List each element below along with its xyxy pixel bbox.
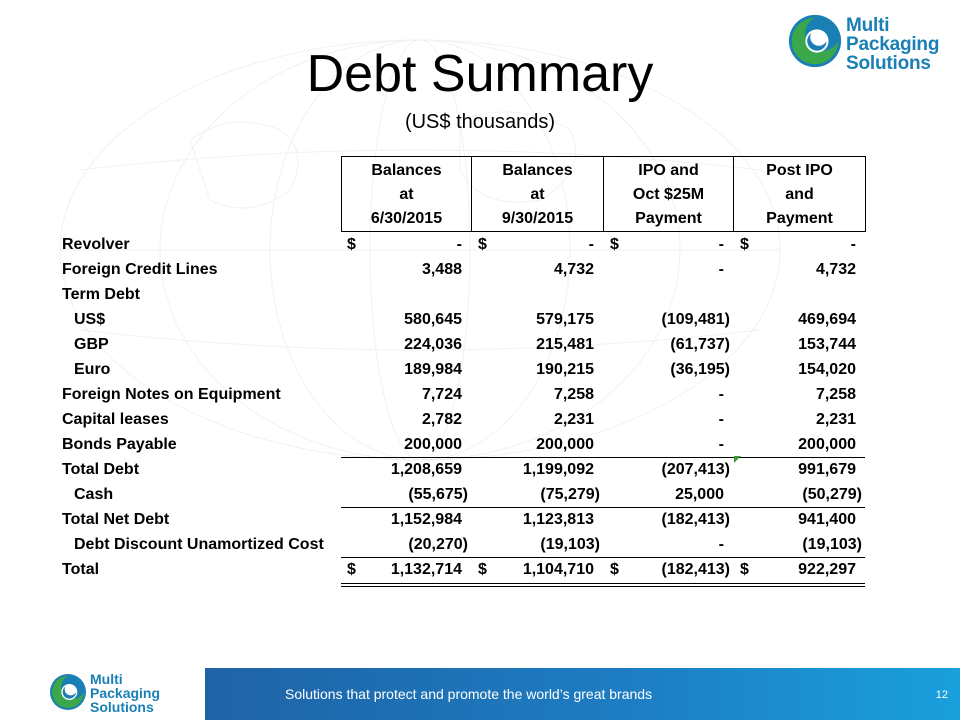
cell-value: 224,036 [404, 336, 462, 353]
cell-value: 1,123,813 [522, 511, 594, 528]
cell-value: 4,732 [815, 261, 856, 278]
page-title: Debt Summary [306, 45, 654, 103]
cell-value: - [718, 261, 724, 278]
value-cell [341, 557, 472, 582]
subtotal-rule [341, 557, 865, 558]
page-subtitle: (US$ thousands) [404, 111, 556, 133]
row-label: GBP [74, 336, 109, 353]
row-label: Total [62, 561, 100, 578]
cell-value: - [718, 536, 724, 553]
logo-wordmark: Multi Packaging Solutions [846, 15, 940, 74]
cell-value: 922,297 [798, 561, 856, 578]
table-row [56, 407, 876, 432]
subtotal-rule [341, 457, 865, 458]
value-cell [341, 507, 472, 532]
value-cell [472, 407, 604, 432]
footer-bar [205, 668, 960, 720]
value-cell [472, 282, 604, 307]
row-label: Capital leases [62, 411, 169, 428]
row-label: US$ [74, 311, 106, 328]
footer-tagline: Solutions that protect and promote the world’s great brands [285, 686, 653, 702]
cell-value: 154,020 [798, 361, 856, 378]
value-cell [604, 282, 734, 307]
value-cell [341, 357, 472, 382]
cell-value: 991,679 [798, 461, 856, 478]
currency-symbol: $ [610, 236, 619, 253]
cell-value: 1,199,092 [522, 461, 594, 478]
cell-value: 469,694 [798, 311, 856, 328]
cell-value: 153,744 [798, 336, 856, 353]
cell-value: 1,104,710 [522, 561, 594, 578]
cell-value: (19,103) [802, 536, 862, 553]
table-row [56, 457, 876, 482]
subtotal-rule [341, 507, 865, 508]
cell-value: 7,258 [553, 386, 594, 403]
cell-comment-marker [734, 456, 741, 463]
cell-value: - [588, 236, 594, 253]
cell-value: (61,737) [670, 336, 730, 353]
value-cell [472, 432, 604, 457]
value-cell [604, 457, 734, 482]
value-cell [734, 482, 866, 507]
table-row [56, 557, 876, 582]
value-cell [341, 482, 472, 507]
value-cell [604, 407, 734, 432]
value-cell [341, 257, 472, 282]
value-cell [341, 532, 472, 557]
cell-value: - [718, 386, 724, 403]
value-cell [734, 457, 866, 482]
row-label: Total Net Debt [62, 511, 170, 528]
cell-value: 190,215 [536, 361, 594, 378]
row-label: Term Debt [62, 286, 140, 303]
value-cell [472, 307, 604, 332]
row-label: Total Debt [62, 461, 140, 478]
value-cell [734, 532, 866, 557]
value-cell [341, 307, 472, 332]
cell-value: (36,195) [670, 361, 730, 378]
row-label: Revolver [62, 236, 130, 253]
cell-value: (207,413) [661, 461, 730, 478]
value-cell [341, 332, 472, 357]
cell-value: - [718, 411, 724, 428]
currency-symbol: $ [347, 561, 356, 578]
value-cell [604, 232, 734, 257]
total-double-rule [341, 583, 865, 587]
cell-value: 7,258 [815, 386, 856, 403]
currency-symbol: $ [740, 561, 749, 578]
value-cell [604, 507, 734, 532]
value-cell [341, 432, 472, 457]
table-row [56, 257, 876, 282]
value-cell [734, 382, 866, 407]
cell-value: 25,000 [675, 486, 724, 503]
value-cell [604, 332, 734, 357]
value-cell [604, 557, 734, 582]
cell-value: 2,782 [421, 411, 462, 428]
column-header: Balances at 6/30/2015 [341, 156, 472, 232]
cell-value: 7,724 [421, 386, 462, 403]
row-label: Debt Discount Unamortized Cost [74, 536, 324, 553]
currency-symbol: $ [478, 236, 487, 253]
currency-symbol: $ [610, 561, 619, 578]
value-cell [604, 382, 734, 407]
value-cell [472, 482, 604, 507]
value-cell [604, 432, 734, 457]
table-row [56, 232, 876, 257]
value-cell [341, 407, 472, 432]
value-cell [734, 407, 866, 432]
value-cell [734, 232, 866, 257]
value-cell [734, 432, 866, 457]
table-row [56, 282, 876, 307]
row-label: Cash [74, 486, 114, 503]
column-header: Post IPO and Payment [734, 156, 866, 232]
value-cell [341, 457, 472, 482]
cell-value: 2,231 [553, 411, 594, 428]
table-row [56, 482, 876, 507]
value-cell [734, 282, 866, 307]
value-cell [472, 532, 604, 557]
table-row [56, 332, 876, 357]
value-cell [472, 232, 604, 257]
row-label: Euro [74, 361, 111, 378]
cell-value: 1,152,984 [390, 511, 462, 528]
cell-value: - [718, 236, 724, 253]
cell-value: 200,000 [404, 436, 462, 453]
value-cell [734, 307, 866, 332]
value-cell [734, 557, 866, 582]
cell-value: (182,413) [661, 561, 730, 578]
cell-value: - [850, 236, 856, 253]
value-cell [604, 482, 734, 507]
value-cell [604, 357, 734, 382]
value-cell [472, 332, 604, 357]
table-row [56, 432, 876, 457]
cell-value: 4,732 [553, 261, 594, 278]
value-cell [472, 382, 604, 407]
value-cell [472, 507, 604, 532]
row-label: Bonds Payable [62, 436, 177, 453]
column-header: Balances at 9/30/2015 [472, 156, 604, 232]
value-cell [341, 282, 472, 307]
value-cell [604, 257, 734, 282]
page-number: 12 [935, 689, 948, 701]
table-row [56, 507, 876, 532]
logo-swirl-icon [48, 672, 88, 712]
cell-value: (19,103) [540, 536, 600, 553]
cell-value: (55,675) [408, 486, 468, 503]
footer-logo [48, 668, 198, 720]
cell-value: (109,481) [661, 311, 730, 328]
currency-symbol: $ [347, 236, 356, 253]
cell-value: 189,984 [404, 361, 462, 378]
value-cell [472, 357, 604, 382]
value-cell [734, 507, 866, 532]
row-label: Foreign Credit Lines [62, 261, 218, 278]
currency-symbol: $ [478, 561, 487, 578]
cell-value: (182,413) [661, 511, 730, 528]
cell-value: 580,645 [404, 311, 462, 328]
value-cell [341, 232, 472, 257]
value-cell [734, 332, 866, 357]
cell-value: 200,000 [536, 436, 594, 453]
cell-value: (50,279) [802, 486, 862, 503]
cell-value: (20,270) [408, 536, 468, 553]
column-header: IPO and Oct $25M Payment [604, 156, 734, 232]
value-cell [734, 357, 866, 382]
value-cell [734, 257, 866, 282]
cell-value: - [456, 236, 462, 253]
row-label: Foreign Notes on Equipment [62, 386, 281, 403]
value-cell [604, 307, 734, 332]
table-row [56, 532, 876, 557]
cell-value: - [718, 436, 724, 453]
table-row [56, 382, 876, 407]
cell-value: 2,231 [815, 411, 856, 428]
table-row [56, 307, 876, 332]
cell-value: 3,488 [421, 261, 462, 278]
currency-symbol: $ [740, 236, 749, 253]
cell-value: 1,132,714 [390, 561, 462, 578]
cell-value: 1,208,659 [390, 461, 462, 478]
value-cell [472, 457, 604, 482]
value-cell [604, 532, 734, 557]
value-cell [472, 557, 604, 582]
cell-value: 200,000 [798, 436, 856, 453]
cell-value: 215,481 [536, 336, 594, 353]
value-cell [341, 382, 472, 407]
cell-value: 941,400 [798, 511, 856, 528]
cell-value: (75,279) [540, 486, 600, 503]
table-row [56, 357, 876, 382]
footer-logo-wordmark: Multi Packaging Solutions [90, 671, 161, 715]
cell-value: 579,175 [536, 311, 594, 328]
value-cell [472, 257, 604, 282]
